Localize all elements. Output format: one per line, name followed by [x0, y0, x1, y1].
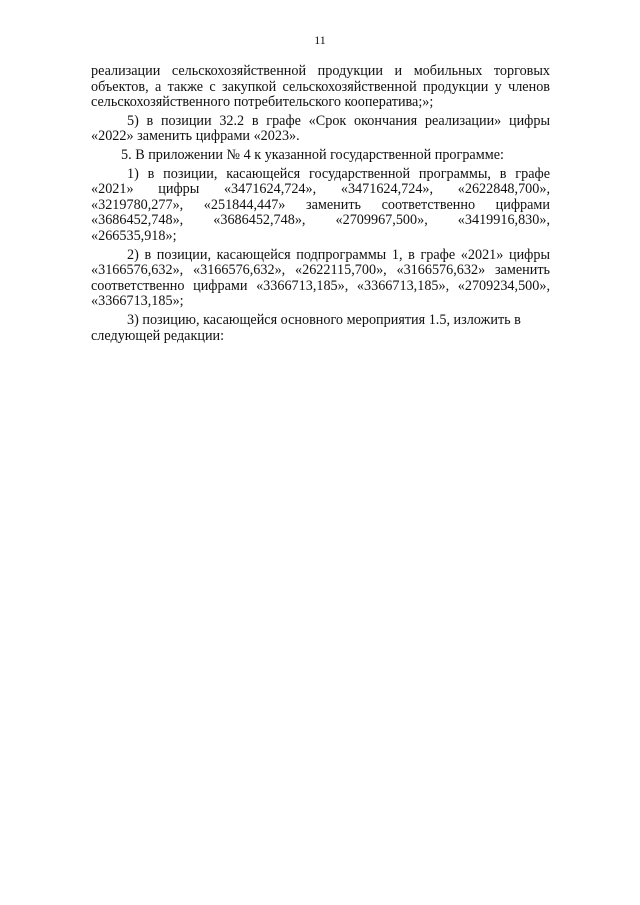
paragraph-item-3-main-activity-1-5: 3) позицию, касающейся основного мероприятия 1.5, изложить в следующей редакции:	[91, 311, 521, 344]
paragraph-item-5-position-32-2: 5) в позиции 32.2 в графе «Срок окончания реализации» цифры «2022» заменить цифрами «2023».	[91, 112, 550, 145]
paragraph-continuation: реализации сельскохозяйственной продукции и мобильных торговых объектов, а также с закупкой сельскохозяйственной продукции у членов сельскохозяйственного потребительского кооператива;»;	[91, 63, 550, 111]
paragraph-item-1-state-program: 1) в позиции, касающейся государственной программы, в графе «2021» цифры «3471624,724», «3471624,724», «2622848,700», «3219780,277», «251844,447» заменить соответственно цифрами «3686452,748», «3686452,748», «2709967,500», «3419916,830», «266535,918»;	[91, 165, 550, 244]
document-body	[91, 64, 550, 347]
paragraph-appendix-4-heading: 5. В приложении № 4 к указанной государственной программе:	[121, 146, 504, 163]
paragraph-item-2-subprogram-1: 2) в позиции, касающейся подпрограммы 1, в графе «2021» цифры «3166576,632», «3166576,632», «2622115,700», «3166576,632» заменить соответственно цифрами «3366713,185», «3366713,185», «2709234,500», «3366713,185»;	[91, 246, 550, 310]
page-number: 11	[314, 33, 326, 47]
